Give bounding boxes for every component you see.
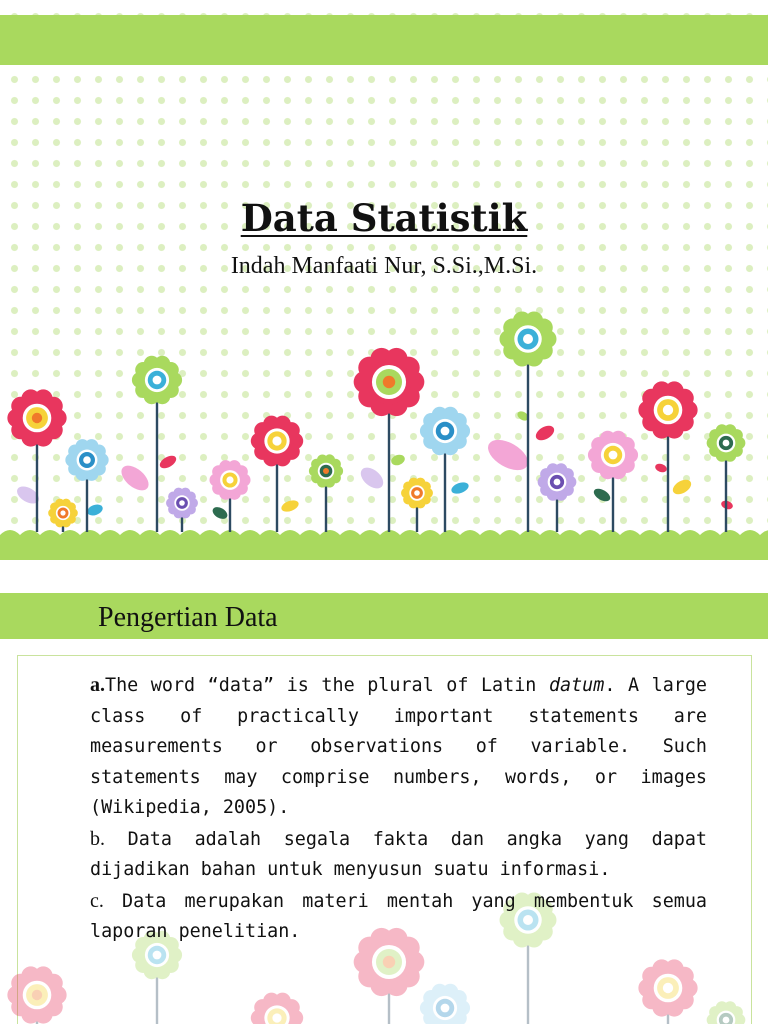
leaf-icon [592, 486, 613, 504]
definition-c [90, 886, 707, 948]
flower-icon [707, 1001, 746, 1024]
leaf-icon [117, 461, 153, 495]
definition-c-text: Data merupakan materi mentah yang membentuk semua laporan penelitian. [90, 890, 707, 942]
content-slide [0, 590, 768, 1024]
flower-icon [166, 488, 198, 532]
definition-b-text: Data adalah segala fakta dan angka yang dapat dijadikan bahan untuk menyusun suatu informasi. [90, 828, 707, 880]
top-banner [0, 15, 768, 65]
definition-a-text: The word “data” is the plural of Latin [105, 675, 549, 696]
flower-icon [420, 984, 470, 1024]
flower-icon [588, 431, 638, 532]
slide-title: Data Statistik [240, 196, 528, 240]
latin-term: datum [548, 675, 605, 696]
leaf-icon [357, 464, 387, 493]
flower-icon [420, 407, 470, 532]
flower-icon [538, 463, 577, 532]
flower-icon [500, 311, 557, 532]
leaf-icon [86, 503, 104, 518]
leaf-icon [483, 434, 533, 477]
author-name: Indah Manfaati Nur, S.Si.,M.Si. [230, 253, 538, 279]
flower-icon [309, 454, 343, 532]
flower-icon [209, 460, 250, 532]
definition-a [90, 670, 707, 824]
definition-b [90, 824, 707, 886]
flower-icon [638, 381, 697, 532]
leaf-icon [280, 498, 300, 514]
grass-ground [0, 530, 768, 560]
leaf-icon [211, 505, 230, 522]
definition-text [90, 670, 707, 948]
leaf-icon [670, 477, 693, 497]
leaf-icon [654, 462, 668, 474]
leaf-icon [390, 453, 407, 467]
flower-icon [251, 993, 303, 1024]
flower-icon [48, 499, 78, 532]
leaf-icon [450, 480, 470, 496]
definition-a-text-end: . A large class of practically important statements are measurements or observations of variable. Such statements may comprise numbers, words, or images (Wikipedia, 2005). [90, 675, 707, 818]
flower-icon [638, 959, 697, 1024]
leaf-icon [158, 453, 179, 471]
section-title: Pengertian Data [98, 602, 278, 633]
item-label-b: b. [90, 827, 105, 850]
item-label-a: a. [90, 674, 105, 696]
flower-garden-illustration [0, 300, 768, 560]
flower-icon [401, 478, 433, 532]
leaf-icon [533, 423, 556, 443]
flower-icon [251, 416, 303, 532]
flower-icon [7, 966, 66, 1024]
item-label-c: c. [90, 889, 104, 912]
flower-icon [707, 424, 746, 532]
